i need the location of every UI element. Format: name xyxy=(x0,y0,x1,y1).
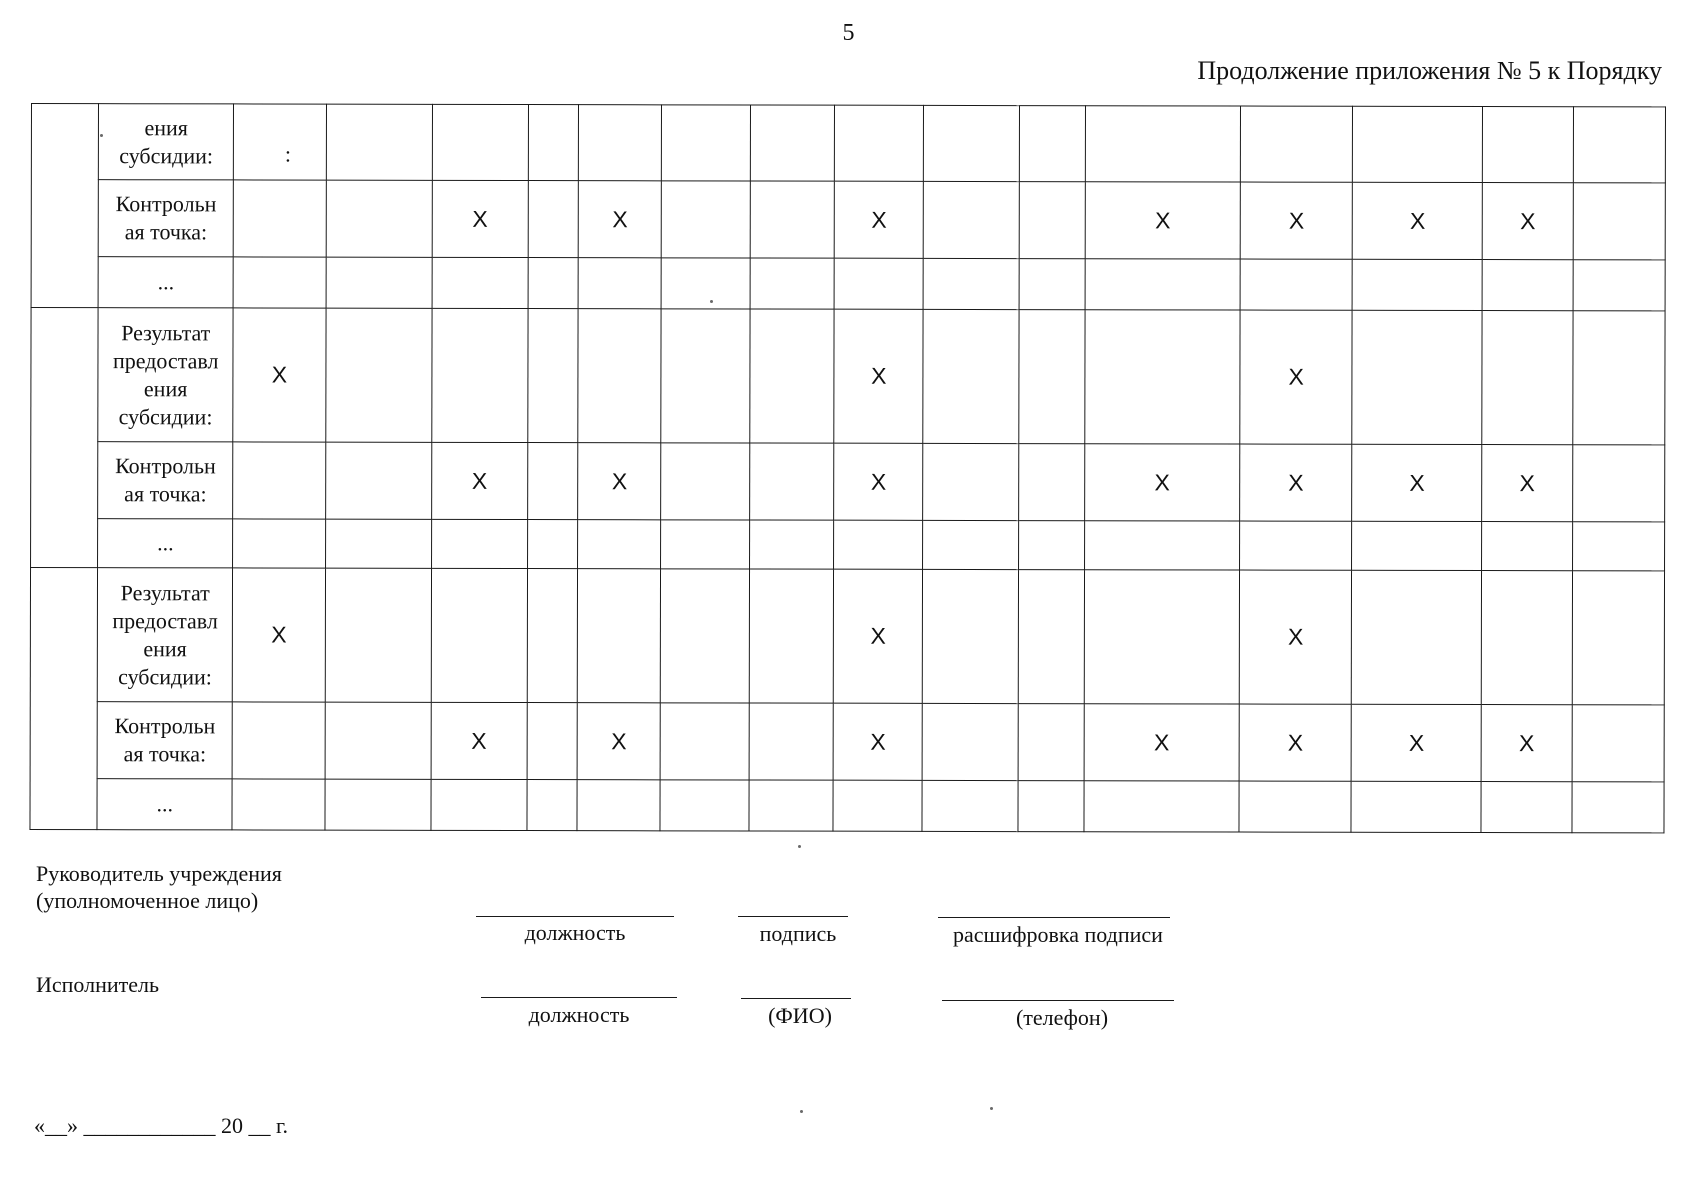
data-cell[interactable] xyxy=(578,569,661,703)
x-mark: X xyxy=(1409,469,1425,496)
table-row xyxy=(31,308,1665,445)
data-cell[interactable] xyxy=(1352,259,1482,310)
row-label-cell xyxy=(97,779,232,830)
data-cell[interactable] xyxy=(923,520,1019,569)
data-cell[interactable] xyxy=(1084,521,1239,570)
data-cell[interactable] xyxy=(1240,521,1352,570)
executor-name-line[interactable] xyxy=(741,998,851,999)
data-cell[interactable] xyxy=(325,519,431,568)
data-cell[interactable] xyxy=(528,181,578,258)
data-cell[interactable] xyxy=(527,569,578,703)
x-mark: X xyxy=(1518,729,1535,756)
scan-speck xyxy=(100,134,103,137)
data-cell[interactable] xyxy=(234,180,326,257)
data-cell[interactable] xyxy=(924,105,1020,181)
data-cell[interactable] xyxy=(1085,444,1240,521)
data-cell[interactable] xyxy=(1018,704,1084,781)
head-caption-signature: подпись xyxy=(759,921,837,946)
data-cell[interactable] xyxy=(1572,445,1665,522)
x-mark: X xyxy=(611,467,628,494)
data-cell[interactable] xyxy=(432,104,529,180)
data-cell[interactable] xyxy=(1018,570,1084,704)
x-mark: X xyxy=(1288,207,1305,234)
row-label-cell xyxy=(98,257,233,308)
data-cell[interactable] xyxy=(325,308,431,442)
data-cell[interactable] xyxy=(1572,782,1665,833)
scan-speck xyxy=(800,1110,803,1113)
data-cell[interactable] xyxy=(528,258,578,309)
data-cell[interactable] xyxy=(578,443,661,520)
data-cell[interactable] xyxy=(1352,444,1482,521)
executor-caption-name: (ФИО) xyxy=(768,1003,832,1028)
head-decoding-line[interactable] xyxy=(938,917,1170,918)
data-cell[interactable] xyxy=(1573,183,1666,260)
table-row xyxy=(31,180,1665,260)
data-cell[interactable] xyxy=(233,519,325,568)
data-cell[interactable] xyxy=(528,105,578,181)
x-mark: X xyxy=(1408,729,1425,756)
data-cell[interactable] xyxy=(1019,182,1085,259)
scan-speck xyxy=(710,300,713,303)
row-label-cell xyxy=(97,702,232,779)
data-cell[interactable] xyxy=(1482,571,1572,705)
data-cell[interactable] xyxy=(923,569,1019,703)
data-cell[interactable] xyxy=(1084,570,1239,704)
x-mark: X xyxy=(471,727,487,754)
data-cell[interactable] xyxy=(528,520,578,569)
x-mark: X xyxy=(271,621,287,648)
data-cell[interactable] xyxy=(834,443,923,520)
data-cell[interactable] xyxy=(751,105,835,181)
data-cell[interactable] xyxy=(750,443,834,520)
scan-speck xyxy=(990,1107,993,1110)
row-label: Результат предоставл ения субсидии: xyxy=(112,319,219,429)
head-signature-line[interactable] xyxy=(738,916,848,917)
head-label-line2: (уполномоченное лицо) xyxy=(36,888,259,913)
data-cell[interactable] xyxy=(578,258,661,309)
x-mark: X xyxy=(1288,469,1304,496)
executor-label: Исполнитель xyxy=(36,972,160,997)
group-number-cell xyxy=(31,308,99,568)
row-label-cell xyxy=(97,568,233,702)
executor-caption-phone: (телефон) xyxy=(1015,1005,1109,1030)
data-cell[interactable] xyxy=(233,257,325,308)
data-cell[interactable] xyxy=(1481,782,1571,833)
data-cell[interactable] xyxy=(923,443,1019,520)
data-cell[interactable] xyxy=(661,443,750,520)
x-mark: X xyxy=(472,205,488,232)
head-position-line[interactable] xyxy=(476,916,674,917)
x-mark: X xyxy=(1287,729,1304,756)
row-label-cell xyxy=(98,104,233,180)
data-cell[interactable] xyxy=(1482,260,1572,311)
x-mark: X xyxy=(612,205,628,232)
data-cell[interactable] xyxy=(1572,705,1665,782)
data-cell[interactable] xyxy=(834,181,923,258)
head-caption-decoding: расшифровка подписи xyxy=(953,922,1163,947)
data-cell[interactable] xyxy=(661,258,750,309)
data-cell[interactable] xyxy=(1482,522,1572,571)
data-cell[interactable] xyxy=(1482,445,1572,522)
x-mark: X xyxy=(1153,728,1170,755)
data-cell[interactable] xyxy=(1019,310,1085,444)
data-cell[interactable] xyxy=(750,520,834,569)
data-cell[interactable] xyxy=(1085,259,1240,310)
row-label: ... xyxy=(157,269,175,295)
data-cell[interactable] xyxy=(1352,521,1482,570)
data-cell[interactable] xyxy=(1240,310,1352,444)
data-cell[interactable] xyxy=(1572,522,1665,571)
data-cell[interactable] xyxy=(431,442,528,519)
data-cell[interactable] xyxy=(1351,704,1481,781)
data-cell[interactable] xyxy=(1572,311,1665,445)
data-cell[interactable] xyxy=(325,779,431,830)
table-row xyxy=(30,568,1664,705)
data-cell[interactable] xyxy=(527,780,577,831)
data-cell[interactable] xyxy=(1085,106,1240,182)
data-cell[interactable] xyxy=(432,180,529,257)
data-cell[interactable] xyxy=(924,181,1020,258)
data-cell[interactable] xyxy=(432,257,529,308)
x-mark: X xyxy=(1154,468,1170,495)
data-cell[interactable] xyxy=(578,309,661,443)
x-mark: X xyxy=(1520,207,1536,234)
data-cell[interactable] xyxy=(833,780,922,831)
data-cell[interactable] xyxy=(1019,106,1085,182)
data-cell[interactable] xyxy=(1240,444,1352,521)
data-cell[interactable] xyxy=(661,309,750,443)
executor-phone-line[interactable] xyxy=(942,1000,1174,1001)
data-cell[interactable] xyxy=(923,258,1019,309)
data-cell[interactable] xyxy=(1239,570,1351,704)
data-cell[interactable] xyxy=(232,702,324,779)
data-cell[interactable] xyxy=(325,568,431,702)
data-cell[interactable] xyxy=(431,568,528,702)
x-mark: X xyxy=(611,727,627,754)
data-cell[interactable] xyxy=(922,780,1018,831)
data-cell[interactable] xyxy=(834,309,923,443)
data-cell[interactable] xyxy=(833,703,922,780)
data-cell[interactable] xyxy=(661,520,750,569)
x-mark: X xyxy=(1519,469,1535,496)
data-cell[interactable] xyxy=(1239,704,1351,781)
data-cell[interactable] xyxy=(431,779,528,830)
data-cell[interactable] xyxy=(1482,311,1572,445)
data-cell[interactable] xyxy=(326,180,432,257)
data-cell[interactable] xyxy=(834,258,923,309)
table-row xyxy=(30,778,1664,832)
data-cell[interactable] xyxy=(232,779,324,830)
row-label-cell xyxy=(98,180,233,257)
head-caption-position: должность xyxy=(524,920,626,945)
data-cell[interactable] xyxy=(233,442,325,519)
x-mark: X xyxy=(471,467,488,494)
row-label: ... xyxy=(157,530,174,556)
data-cell[interactable] xyxy=(1572,571,1665,705)
row-label-cell xyxy=(98,442,233,519)
group-number-cell xyxy=(30,568,98,830)
x-mark: X xyxy=(870,468,887,495)
data-cell[interactable] xyxy=(1352,570,1482,704)
data-cell[interactable] xyxy=(750,309,834,443)
data-cell[interactable] xyxy=(1239,781,1351,832)
data-cell[interactable] xyxy=(1483,107,1573,183)
data-cell[interactable] xyxy=(750,258,834,309)
table-row xyxy=(31,442,1665,522)
data-cell[interactable] xyxy=(1240,106,1352,182)
data-cell[interactable] xyxy=(431,702,528,779)
data-cell[interactable] xyxy=(528,443,578,520)
x-mark: X xyxy=(1288,363,1304,390)
data-cell[interactable] xyxy=(835,105,924,181)
data-cell[interactable] xyxy=(1018,521,1084,570)
scan-speck xyxy=(798,845,801,848)
data-cell[interactable] xyxy=(1573,260,1666,311)
x-mark: X xyxy=(871,206,887,233)
data-cell[interactable] xyxy=(1084,781,1239,832)
data-cell[interactable] xyxy=(326,257,432,308)
table-row xyxy=(31,104,1665,183)
row-label: Результат предоставл ения субсидии: xyxy=(112,579,218,689)
x-mark: X xyxy=(271,361,288,388)
data-cell[interactable] xyxy=(234,104,326,180)
x-mark: X xyxy=(1155,206,1171,233)
row-label: ... xyxy=(156,791,174,817)
data-cell[interactable] xyxy=(1481,705,1571,782)
x-mark: X xyxy=(1287,623,1304,650)
data-cell[interactable] xyxy=(1018,781,1084,832)
data-cell[interactable] xyxy=(325,702,431,779)
data-cell[interactable] xyxy=(1352,310,1482,444)
data-cell[interactable] xyxy=(661,181,750,258)
data-cell[interactable] xyxy=(750,569,834,703)
data-cell[interactable] xyxy=(834,520,923,569)
data-cell[interactable] xyxy=(1240,259,1352,310)
data-cell[interactable] xyxy=(923,309,1019,443)
row-label: Контрольн ая точка: xyxy=(115,453,216,507)
data-cell[interactable] xyxy=(528,309,579,443)
data-cell[interactable] xyxy=(1240,182,1352,259)
data-cell[interactable] xyxy=(662,105,751,181)
data-cell[interactable] xyxy=(660,780,749,831)
x-mark: X xyxy=(870,728,886,755)
report-table xyxy=(29,103,1666,833)
data-cell[interactable] xyxy=(431,519,528,568)
x-mark: X xyxy=(1409,207,1426,234)
row-label: ения субсидии: xyxy=(119,114,214,168)
data-cell[interactable] xyxy=(1085,310,1240,444)
data-cell[interactable] xyxy=(834,569,923,703)
data-cell[interactable] xyxy=(749,780,833,831)
data-cell[interactable] xyxy=(1019,259,1085,310)
head-label-line1: Руководитель учреждения xyxy=(36,861,282,886)
data-cell[interactable] xyxy=(325,442,431,519)
data-cell[interactable] xyxy=(527,703,577,780)
data-cell[interactable] xyxy=(1353,182,1483,259)
row-label-cell xyxy=(98,308,234,442)
data-cell[interactable] xyxy=(431,308,528,442)
x-mark: X xyxy=(871,362,887,389)
data-cell[interactable] xyxy=(326,104,432,180)
executor-caption-position: должность xyxy=(528,1002,630,1027)
table-row xyxy=(31,519,1665,571)
x-mark: X xyxy=(870,622,886,649)
table-row xyxy=(31,257,1665,311)
data-cell[interactable] xyxy=(579,105,662,181)
data-cell[interactable] xyxy=(233,568,326,702)
row-label: Контрольн ая точка: xyxy=(115,191,217,245)
row-label-cell xyxy=(98,519,233,568)
date-line: «__» ____________ 20 __ г. xyxy=(34,1113,289,1138)
stray-colon-mark: : xyxy=(284,141,292,167)
data-cell[interactable] xyxy=(923,703,1019,780)
data-cell[interactable] xyxy=(660,703,749,780)
data-cell[interactable] xyxy=(578,520,661,569)
data-cell[interactable] xyxy=(1353,106,1483,182)
data-cell[interactable] xyxy=(577,780,660,831)
table-body xyxy=(30,104,1666,833)
data-cell[interactable] xyxy=(1085,182,1240,259)
data-cell[interactable] xyxy=(1483,183,1573,260)
data-cell[interactable] xyxy=(577,703,660,780)
appendix-title: Продолжение приложения № 5 к Порядку xyxy=(1197,56,1662,85)
executor-position-line[interactable] xyxy=(481,997,677,998)
data-cell[interactable] xyxy=(579,181,662,258)
data-cell[interactable] xyxy=(660,569,749,703)
data-cell[interactable] xyxy=(749,703,833,780)
data-cell[interactable] xyxy=(233,308,326,442)
row-label: Контрольн ая точка: xyxy=(114,713,216,767)
data-cell[interactable] xyxy=(1573,107,1666,183)
table-row xyxy=(30,701,1664,781)
group-number-cell xyxy=(31,104,99,308)
data-cell[interactable] xyxy=(1351,781,1481,832)
data-cell[interactable] xyxy=(1084,704,1239,781)
data-cell[interactable] xyxy=(1018,444,1084,521)
page-number: 5 xyxy=(842,20,855,46)
data-cell[interactable] xyxy=(751,181,835,258)
